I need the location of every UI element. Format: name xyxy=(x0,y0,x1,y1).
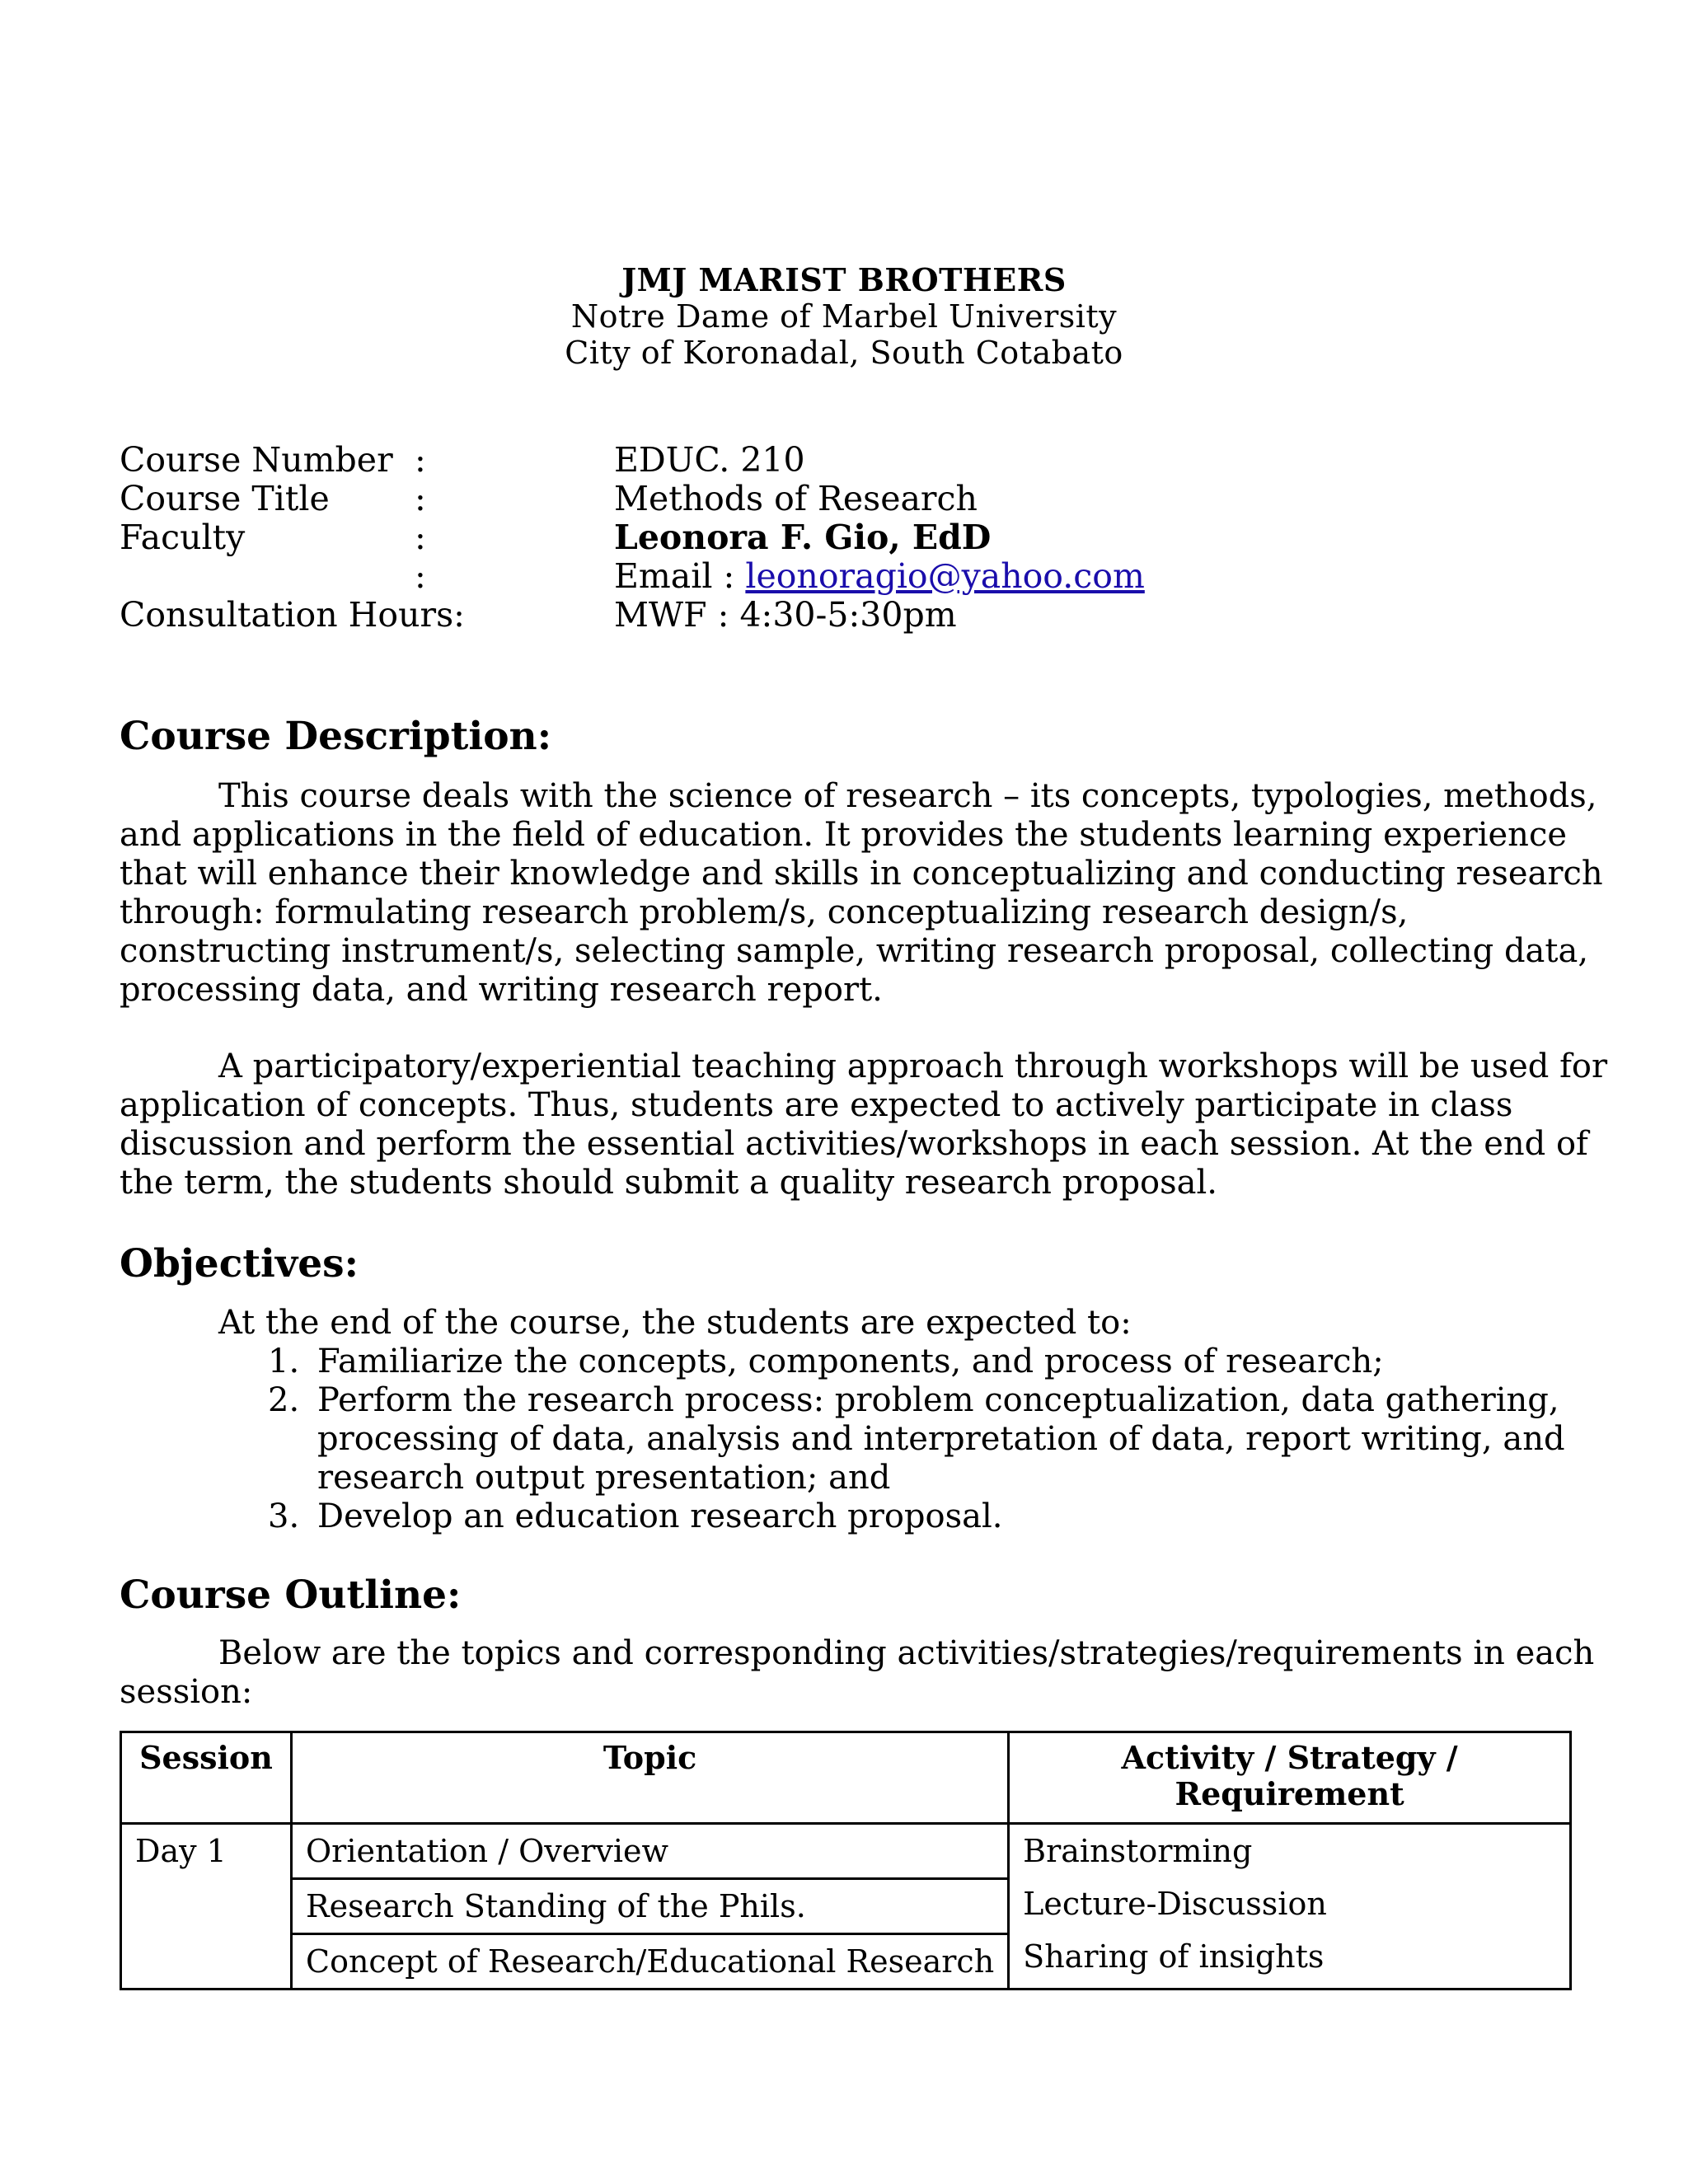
list-item xyxy=(268,1497,1565,1536)
text-line: through: formulating research problem/s, conceptualizing research design/s, xyxy=(120,893,1409,931)
column-header-activity: Activity / Strategy / Requirement xyxy=(1009,1732,1571,1824)
university-location: City of Koronadal, South Cotabato xyxy=(565,335,1123,371)
text-line: application of concepts. Thus, students are expected to actively participate in class xyxy=(120,1086,1513,1124)
list-number: 2. xyxy=(268,1381,300,1419)
objectives-list xyxy=(268,1343,1565,1536)
list-text: Familiarize the concepts, components, and process of research; xyxy=(317,1343,1384,1380)
activity-item: Brainstorming xyxy=(1023,1833,1253,1869)
course-description-heading: Course Description: xyxy=(120,714,552,759)
list-number: 3. xyxy=(268,1497,300,1535)
course-title-label: Course Title xyxy=(120,479,330,518)
list-text: Develop an education research proposal. xyxy=(317,1497,1003,1535)
text-line: A participatory/experiential teaching approach through workshops will be used for xyxy=(218,1047,1608,1085)
session-cell: Day 1 xyxy=(121,1824,292,1990)
text-line: that will enhance their knowledge and skills in conceptualizing and conducting research xyxy=(120,855,1603,893)
activity-item: Lecture-Discussion xyxy=(1023,1886,1327,1922)
colon: : xyxy=(415,556,426,596)
text-line: the term, the students should submit a quality research proposal. xyxy=(120,1164,1218,1202)
description-paragraph-2 xyxy=(120,1047,1608,1202)
description-paragraph-1 xyxy=(120,777,1603,1010)
colon: : xyxy=(415,479,426,518)
list-text: Perform the research process: problem conceptualization, data gathering, xyxy=(317,1381,1559,1419)
topic-item: Research Standing of the Phils. xyxy=(293,1877,1007,1933)
table-header-row xyxy=(121,1732,1571,1824)
org-name: JMJ MARIST BROTHERS xyxy=(621,261,1067,298)
text-line: constructing instrument/s, selecting sample, writing research proposal, collecting data, xyxy=(120,932,1589,970)
text-line: This course deals with the science of research – its concepts, typologies, methods, xyxy=(218,777,1597,815)
topic-cell xyxy=(292,1824,1009,1990)
course-title-value: Methods of Research xyxy=(614,479,978,518)
colon: : xyxy=(415,518,426,557)
outline-intro xyxy=(120,1634,1595,1712)
column-header-session: Session xyxy=(121,1732,292,1824)
text-line: session: xyxy=(120,1673,253,1711)
email-link[interactable]: leonoragio@yahoo.com xyxy=(745,556,1145,596)
list-item xyxy=(268,1343,1565,1381)
text-line: Below are the topics and corresponding activities/strategies/requirements in each xyxy=(218,1634,1595,1672)
colon: : xyxy=(415,440,426,480)
activity-cell xyxy=(1009,1824,1571,1990)
list-item xyxy=(268,1381,1565,1497)
text-line: processing data, and writing research report. xyxy=(120,971,883,1009)
activity-item: Sharing of insights xyxy=(1023,1938,1325,1975)
course-number-value: EDUC. 210 xyxy=(614,440,805,480)
university-name: Notre Dame of Marbel University xyxy=(570,298,1118,335)
objectives-heading: Objectives: xyxy=(120,1241,359,1286)
list-text: research output presentation; and xyxy=(317,1459,891,1497)
column-header-topic: Topic xyxy=(292,1732,1009,1824)
text-line: and applications in the field of education. It provides the students learning experience xyxy=(120,816,1568,854)
faculty-name: Leonora F. Gio, EdD xyxy=(614,518,992,557)
consultation-label: Consultation Hours: xyxy=(120,595,465,635)
table-row xyxy=(121,1824,1571,1990)
course-outline-table xyxy=(120,1731,1572,1990)
course-number-label: Course Number xyxy=(120,440,393,480)
consultation-value: MWF : 4:30-5:30pm xyxy=(614,595,957,635)
document-header xyxy=(0,262,1688,371)
list-text: processing of data, analysis and interpretation of data, report writing, and xyxy=(317,1420,1565,1458)
objectives-intro: At the end of the course, the students are expected to: xyxy=(218,1304,1132,1342)
email-field xyxy=(614,557,1145,596)
course-outline-heading: Course Outline: xyxy=(120,1572,462,1618)
faculty-label: Faculty xyxy=(120,518,246,557)
text-line: discussion and perform the essential activities/workshops in each session. At the end of xyxy=(120,1125,1588,1163)
email-label: Email : xyxy=(614,556,735,596)
topic-item: Concept of Research/Educational Research xyxy=(293,1933,1007,1988)
list-number: 1. xyxy=(268,1343,300,1380)
topic-item: Orientation / Overview xyxy=(306,1833,669,1869)
